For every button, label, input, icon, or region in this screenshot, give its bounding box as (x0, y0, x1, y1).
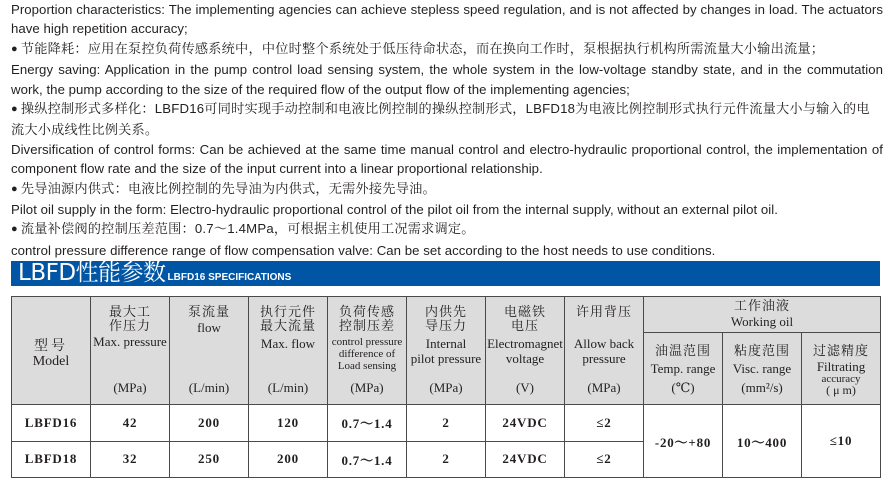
cell-filtration: ≤10 (802, 405, 881, 478)
cell-pump-flow: 250 (170, 441, 249, 478)
intro-text (11, 0, 883, 260)
proportion-characteristics-en: Proportion characteristics: The implementing agencies can achieve stepless speed regulation, and is not affected by changes in load. The actuators have high repetition accuracy; (11, 2, 883, 37)
cell-pilot-pressure: 2 (407, 441, 486, 478)
section-banner (11, 261, 880, 286)
bullet-icon: ● (11, 42, 18, 55)
control-forms-en: Diversification of control forms: Can be achieved at the same time manual control and electro-hydraulic proportional control, the implementation of component flow rate and the size of the input current into a linear proportional relationship. (11, 141, 883, 177)
energy-saving-en: Energy saving: Application in the pump control load sensing system, the whole system in the low-voltage standby state, and in the commutation work, the pump according to the size of the required flow of the output flow of the implementing agencies; (11, 62, 883, 97)
header-back-pressure: 许用背压 Allow back pressure (MPa) (565, 297, 644, 405)
section-subtitle: LBFD16 SPECIFICATIONS (167, 272, 292, 283)
cell-temp-range: -20～+80 (644, 405, 723, 478)
cell-load-sensing-pressure: 0.7～1.4 (328, 441, 407, 478)
cell-max-flow: 200 (249, 441, 328, 478)
cell-pilot-pressure: 2 (407, 405, 486, 442)
header-model: 型号 Model (12, 297, 91, 405)
cell-max-pressure: 32 (91, 441, 170, 478)
header-pump-flow: 泵流量 flow (L/min) (170, 297, 249, 405)
bullet-icon: ● (11, 103, 18, 116)
energy-saving-cn: ● 节能降耗：应用在泵控负荷传感系统中，中位时整个系统处于低压待命状态，而在换向工作时，泵根据执行机构所需流量大小输出流量； (11, 40, 825, 56)
control-forms-cn: ● 操纵控制形式多样化：LBFD16可同时实现手动控制和电液比例控制的操纵控制形式，LBFD18为电液比例控制形式执行元件流量大小与输入的电流大小成线性比例关系。 (11, 101, 870, 138)
header-temp-range: 油温范围 Temp. range (℃) (644, 332, 723, 404)
cell-back-pressure: ≤2 (565, 405, 644, 442)
cell-model: LBFD16 (12, 405, 91, 442)
header-load-sensing-pressure: 负荷传感 控制压差 control pressure difference of Load sensing (MPa) (328, 297, 407, 405)
header-max-flow: 执行元件 最大流量 Max. flow (L/min) (249, 297, 328, 405)
header-voltage: 电磁铁 电压 Electromagnet voltage (V) (486, 297, 565, 405)
pilot-oil-cn: ● 先导油源内供式：电液比例控制的先导油为内供式，无需外接先导油。 (11, 180, 436, 196)
header-pilot-pressure: 内供先 导压力 Internal pilot pressure (MPa) (407, 297, 486, 405)
header-working-oil: 工作油液 Working oil (644, 297, 881, 333)
cell-load-sensing-pressure: 0.7～1.4 (328, 405, 407, 442)
compensation-valve-cn: ● 流量补偿阀的控制压差范围：0.7～1.4MPa，可根据主机使用工况需求调定。 (11, 221, 475, 237)
cell-voltage: 24VDC (486, 405, 565, 442)
cell-max-flow: 120 (249, 405, 328, 442)
cell-back-pressure: ≤2 (565, 441, 644, 478)
cell-model: LBFD18 (12, 441, 91, 478)
header-max-pressure: 最大工 作压力 Max. pressure (MPa) (91, 297, 170, 405)
table-row (12, 405, 881, 442)
header-filtration: 过滤精度 Filtrating accuracy ( μ m) (802, 332, 881, 404)
bullet-icon: ● (11, 223, 18, 236)
pilot-oil-en: Pilot oil supply in the form: Electro-hydraulic proportional control of the pilot oil from the internal supply, without an external pilot oil. (11, 202, 778, 218)
compensation-valve-en: control pressure difference range of flow compensation valve: Can be set according to the host needs to use conditions. (11, 242, 716, 258)
specifications-table (11, 296, 881, 478)
bullet-icon: ● (11, 182, 18, 195)
cell-visc-range: 10～400 (723, 405, 802, 478)
cell-voltage: 24VDC (486, 441, 565, 478)
header-visc-range: 粘度范围 Visc. range (mm²/s) (723, 332, 802, 404)
cell-pump-flow: 200 (170, 405, 249, 442)
section-title: LBFD性能参数 (18, 260, 166, 286)
cell-max-pressure: 42 (91, 405, 170, 442)
